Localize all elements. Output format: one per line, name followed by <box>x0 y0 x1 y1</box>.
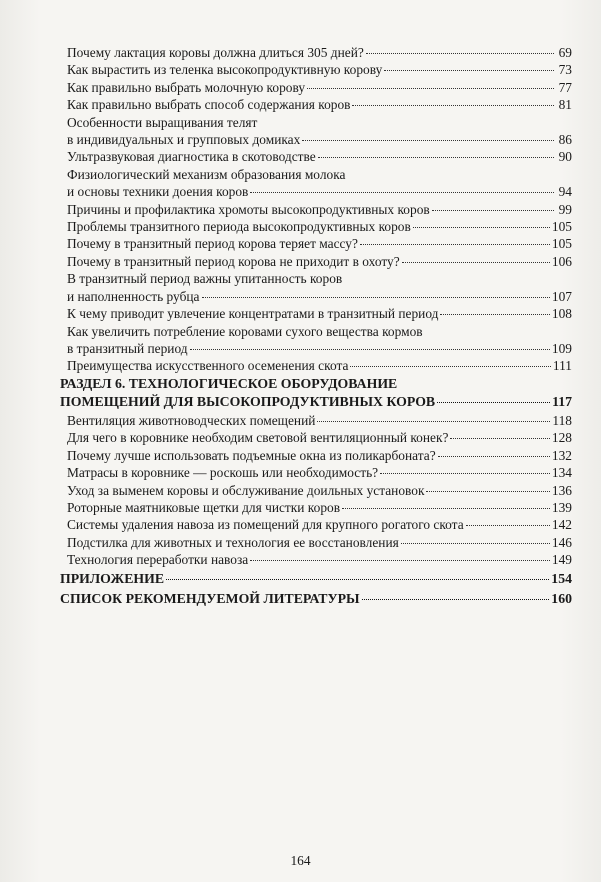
toc-entry-title-line: Физиологический механизм образования молока <box>67 166 346 182</box>
toc-entry-title-line: Уход за выменем коровы и обслуживание доильных установок <box>67 482 425 498</box>
toc-entry-title-line: Как вырастить из теленка высокопродуктивную корову <box>67 62 383 78</box>
toc-entry <box>60 235 572 252</box>
toc-entry-final-line <box>67 482 572 499</box>
toc-entry <box>60 551 572 568</box>
dot-leader <box>250 560 550 561</box>
dot-leader <box>317 421 550 422</box>
toc-entry-title-line: Почему в транзитный период корова теряет массу? <box>67 236 358 252</box>
toc-page-number: 118 <box>552 412 572 428</box>
toc-entry-title-line: Как правильно выбрать способ содержания коров <box>67 97 351 113</box>
toc-entry-final-line <box>60 569 572 589</box>
toc-entry-title-line: В транзитный период важны упитанность коров <box>67 271 343 287</box>
toc-entry <box>60 201 572 218</box>
toc-entry <box>60 412 572 429</box>
toc-entry <box>60 44 572 61</box>
dot-leader <box>366 53 554 54</box>
dot-leader <box>318 157 554 158</box>
dot-leader <box>362 599 550 600</box>
toc-entry-title-line: Для чего в коровнике необходим световой вентиляционный конек? <box>67 430 449 446</box>
dot-leader <box>350 366 550 367</box>
toc-page-number: 105 <box>551 236 572 252</box>
toc-entry-final-line <box>67 183 572 200</box>
toc-entry-title-line: Почему лучше использовать подъемные окна из поликарбоната? <box>67 447 436 463</box>
dot-leader <box>450 438 549 439</box>
toc-entry <box>60 447 572 464</box>
toc-entry-title-line: в индивидуальных и групповых домиках <box>67 132 301 148</box>
toc-page-number: 99 <box>558 201 572 217</box>
toc-entry-title-line: в транзитный период <box>67 340 188 356</box>
toc-entry-title-line: Подстилка для животных и технология ее восстановления <box>67 534 399 550</box>
toc-entry-final-line <box>67 305 572 322</box>
toc-entry-final-line <box>67 61 572 78</box>
toc-entry-final-line <box>67 96 572 113</box>
toc-entry-final-line <box>67 412 572 429</box>
toc-entry-title-line: ПРИЛОЖЕНИЕ <box>60 570 165 586</box>
toc-page-number: 132 <box>551 447 572 463</box>
toc-entry-final-line <box>67 131 572 148</box>
dot-leader <box>302 140 554 141</box>
toc-entry-final-line <box>67 464 572 481</box>
toc-entry-title-line: Роторные маятниковые щетки для чистки коров <box>67 499 341 515</box>
toc-entry <box>60 148 572 165</box>
toc-page-number: 69 <box>558 45 572 60</box>
toc-entry-title-line: Как правильно выбрать молочную корову <box>67 79 306 95</box>
toc-entry-final-line <box>67 340 572 357</box>
toc-page-number: 81 <box>558 97 572 113</box>
toc-page-number: 77 <box>558 79 572 95</box>
dot-leader <box>250 192 554 193</box>
toc-entry-title-line: РАЗДЕЛ 6. ТЕХНОЛОГИЧЕСКОЕ ОБОРУДОВАНИЕ <box>60 375 398 391</box>
toc-page-number: 128 <box>551 430 572 446</box>
toc-page-number: 90 <box>558 149 572 165</box>
show-through-text <box>48 600 558 850</box>
toc-entry-title-line: Почему в транзитный период корова не приходит в охоту? <box>67 253 400 269</box>
dot-leader <box>402 262 550 263</box>
toc-entry-final-line <box>67 288 572 305</box>
toc-entry-final-line <box>67 357 572 374</box>
dot-leader <box>466 525 550 526</box>
dot-leader <box>202 297 550 298</box>
toc-entry-title-line: Ультразвуковая диагностика в скотоводстве <box>67 149 316 165</box>
dot-leader <box>437 402 550 403</box>
toc-entry-title-line: Проблемы транзитного периода высокопродуктивных коров <box>67 219 411 235</box>
toc-entry <box>60 323 572 358</box>
toc-entry-title-line: и основы техники доения коров <box>67 184 249 200</box>
toc-page-number: 136 <box>551 482 572 498</box>
toc-entry <box>60 96 572 113</box>
toc-page-number: 108 <box>551 306 572 322</box>
toc-entry <box>60 114 572 149</box>
dot-leader <box>190 349 550 350</box>
dot-leader <box>438 456 550 457</box>
toc-page-number: 142 <box>551 517 572 533</box>
dot-leader <box>342 508 550 509</box>
toc-page-number: 134 <box>551 465 572 481</box>
toc-entry <box>60 482 572 499</box>
toc-entry <box>60 429 572 446</box>
toc-entry-final-line <box>60 589 572 609</box>
toc-entry-final-line <box>67 44 572 61</box>
toc-page-number: 117 <box>552 394 572 410</box>
toc-entry <box>60 79 572 96</box>
toc-page-number: 149 <box>551 552 572 568</box>
dot-leader <box>432 210 554 211</box>
toc-top-heading <box>60 569 572 589</box>
toc-entry <box>60 218 572 235</box>
toc-entry <box>60 166 572 201</box>
toc-entry-final-line <box>67 447 572 464</box>
toc-page-number: 109 <box>551 340 572 356</box>
dot-leader <box>166 579 549 580</box>
dot-leader <box>401 543 550 544</box>
toc-entry-title-line: Матрасы в коровнике — роскошь или необходимость? <box>67 465 379 481</box>
toc-entry-title-line: Технология переработки навоза <box>67 552 249 568</box>
toc-page-number: 146 <box>551 534 572 550</box>
toc-entry <box>60 464 572 481</box>
toc-entry-final-line <box>67 79 572 96</box>
toc-entry-final-line <box>67 551 572 568</box>
toc-entry-title-line: Особенности выращивания телят <box>67 114 258 130</box>
toc-entry-final-line <box>67 253 572 270</box>
dot-leader <box>307 88 554 89</box>
toc-section-heading <box>60 375 572 412</box>
toc-entry-title-line: Причины и профилактика хромоты высокопродуктивных коров <box>67 201 430 217</box>
toc-entry-title-line: К чему приводит увлечение концентратами в транзитный период <box>67 306 439 322</box>
toc-entry <box>60 61 572 78</box>
dot-leader <box>360 244 550 245</box>
toc-page-number: 111 <box>552 358 572 374</box>
toc-entry-title-line: и наполненность рубца <box>67 288 200 304</box>
toc-entry-title-line: СПИСОК РЕКОМЕНДУЕМОЙ ЛИТЕРАТУРЫ <box>60 590 360 606</box>
toc-entry <box>60 305 572 322</box>
toc-top-heading <box>60 589 572 609</box>
toc-entry-title-line: Вентиляция животноводческих помещений <box>67 412 316 428</box>
toc-entry-title-line: Преимущества искусственного осеменения скота <box>67 358 349 374</box>
toc-page-number: 105 <box>551 219 572 235</box>
dot-leader <box>380 473 550 474</box>
toc-entry-final-line <box>67 499 572 516</box>
toc-entry <box>60 534 572 551</box>
toc-entry-final-line <box>67 201 572 218</box>
toc-entry <box>60 253 572 270</box>
toc-entry-final-line <box>67 235 572 252</box>
dot-leader <box>426 491 549 492</box>
toc-page-number: 107 <box>551 288 572 304</box>
dot-leader <box>352 105 554 106</box>
toc-entry-title-line: Почему лактация коровы должна длиться 305 дней? <box>67 45 364 60</box>
toc-entry-title-line: Системы удаления навоза из помещений для крупного рогатого скота <box>67 517 464 533</box>
toc-entry-final-line <box>67 516 572 533</box>
toc-entry <box>60 357 572 374</box>
toc-page-number: 94 <box>558 184 572 200</box>
toc-entry-final-line <box>67 148 572 165</box>
toc-page-number: 154 <box>551 570 572 586</box>
toc-entry-final-line <box>67 534 572 551</box>
toc-entry <box>60 499 572 516</box>
toc-page-number: 160 <box>551 590 572 606</box>
toc-page-number: 73 <box>558 62 572 78</box>
toc-page-number: 106 <box>551 253 572 269</box>
dot-leader <box>440 314 549 315</box>
table-of-contents <box>60 44 572 609</box>
toc-entry-title-line: Как увеличить потребление коровами сухого вещества кормов <box>67 323 423 339</box>
toc-entry <box>60 516 572 533</box>
dot-leader <box>413 227 550 228</box>
toc-page-number: 139 <box>551 499 572 515</box>
page-number: 164 <box>290 853 311 868</box>
toc-entry-final-line <box>67 429 572 446</box>
toc-entry <box>60 270 572 305</box>
dot-leader <box>384 70 554 71</box>
toc-entry-title-line: ПОМЕЩЕНИЙ ДЛЯ ВЫСОКОПРОДУКТИВНЫХ КОРОВ <box>60 394 436 410</box>
toc-entry-final-line <box>60 393 572 412</box>
toc-page-number: 86 <box>558 132 572 148</box>
toc-entry-final-line <box>67 218 572 235</box>
